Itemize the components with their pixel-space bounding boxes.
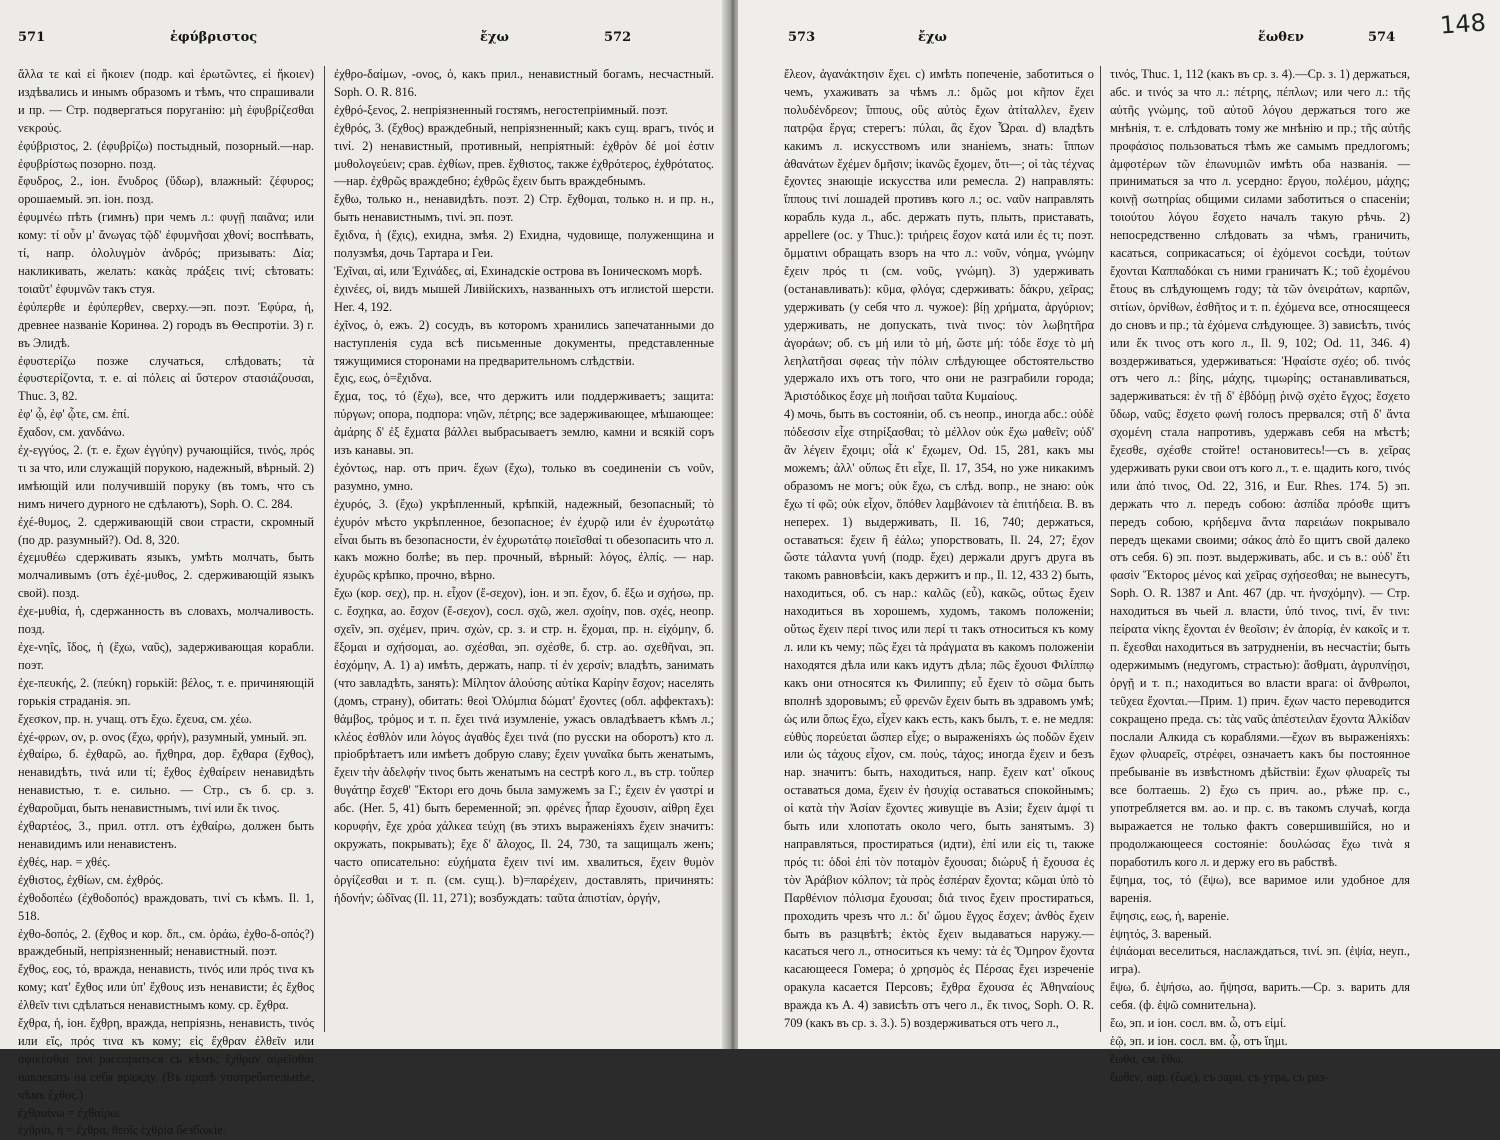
dictionary-entry: ἔχθος, εος, τό, вражда, ненависть, τινός или πρός τινα къ кому; κατ' ἔχθος или ὑπ' ἔχθους изъ ненависти; ἐς ἔχθος ἐλθεῖν τινι сдѣлаться ненавистнымъ кому. ср. ἔχθρα. <box>18 962 314 1013</box>
dictionary-entry: ἑψητός, 3. вареный. <box>1110 926 1212 941</box>
column-rule <box>1100 66 1101 1032</box>
dictionary-entry: ἐχθιστος, ἐχθίων, см. ἐχθρός. <box>18 872 164 887</box>
dictionary-entry: ἐχθρία, ἡ = ἔχθρα, θεοῖς ἐχθρία безбожіе. <box>18 1123 226 1138</box>
page-number-571: 571 <box>18 30 46 45</box>
dictionary-entry: ἕωθεν, нар. (ἕως), съ зари, съ утра, съ раз- <box>1110 1069 1329 1084</box>
dictionary-entry: ἑῷ, эп. и іон. сосл. вм. ᾧ, отъ ἵημι. <box>1110 1033 1288 1048</box>
dictionary-entry: ἔλεον, ἀγανάκτησιν ἔχει. c) имѣть попеченіе, заботиться о чемъ, ухаживать за чѣмъ л.: δμῶς μοι κῆπον ἔχει πολυδένδρεον; ἵππους, οὓς αὐτὸς ἔχων ἀτίταλλεν, ἔχειν πατρῷα ἔργα; стерегъ: πύλαι, ἃς ἔχον Ὧραι. d) владѣть какимъ л. искусствомъ или знаніемъ, знать: ἵππων ἀθανάτων ἔχέμεν δμῆσιν; ἱκανῶς ἔχομεν, ὅτι—; οἱ τὰς τέχνας ἔχοντες знающіе искусства или ремесла. 2) направлять: ἵππους τινί лошадей противъ кого л.; ос. ναῦν направлять корабль куда л., абс. держать путь, плыть, приставать, appellere (ос. у Thuc.): τριήρεις ἔσχον κατά или ἐς τι; поэт. ὄμματινι обращать взоръ на что л.: νοῦν, νόημα, γνώμην ἔχειν πρός τι (см. νοῦς, γνώμη). 3) удерживать (останавливать): κῦμα, φλόγα; сдерживать: δάκρυ, χεῖρας; удерживать (у себя что л. чужое): βίῃ χρήματα, ἀργύριον; удерживать, не допускать, τινὰ τινος: τὸν λωβητῆρα ἀγοράων; об. съ μή или τὸ μή, ὥστε μή: τόδε ἔσχε τὸ μὴ λεηλατῆσαι σφεας τὴν πόλιν слѣдующее обстоятельство удержало ихъ отъ того, что они не разграбили города; Ἀριστόδικος ἔσχε μὴ ποιῆσαι ταῦτα Κυμαίους. <box>784 67 1094 404</box>
dictionary-entry: ἐχθρός, 3. (ἔχθος) враждебный, непріязненный; какъ сущ. врагъ, τινός и τινί. 2) ненавистный, противный, непріятный: ἐχθρὸν δέ μοί ἐστιν μυθολογεύειν; срав. ἐχθίων, прев. ἔχθιστος, также ἐχθρότερος, ἐχθρότατος.—нар. ἐχθρῶς враждебно; ἐχθρῶς ἔχειν быть враждебнымъ. <box>334 120 714 189</box>
dictionary-entry: ἔχμα, τος, τό (ἔχω), все, что держитъ или поддерживаетъ; защита: πύργων; опора, подпора: νηῶν, πέτρης; все задерживающее, мѣшающее: ἀμάρης δ' ἐξ ἔχματα βάλλει выбрасываетъ землю, камни и всякій соръ изъ канавы. эп. <box>334 389 714 458</box>
page-number-574: 574 <box>1368 30 1396 45</box>
column-4 <box>1110 66 1410 1084</box>
dictionary-entry: ἕωθα, см. ἔθω. <box>1110 1051 1184 1066</box>
column-1 <box>18 66 314 1138</box>
dictionary-entry: ἔφυδρος, 2., іон. ἔνυδρος (ὕδωρ), влажный: ζέφυρος; орошаемый. эп. іон. позд. <box>18 174 314 207</box>
dictionary-entry: ἐφυμνέω пѣть (гимнъ) при чемъ л.: φυγῇ παιᾶνα; или кому: τί οὖν μ' ἄνωγας τῷδ' ἐφυμνῆσαι χθονί; воспѣвать, τί, напр. ὀλολυγμὸν ἀνδρός; призывать: Δία; накликивать, желать: κακὰς πράξεις τινί; сѣтовать: τοιαῦτ' ἐφυμνῶν такъ стуя. <box>18 210 314 296</box>
dictionary-entry: ἐχέ-θυμος, 2. сдерживающій свои страсти, скромный (по др. разумный?). Od. 8, 320. <box>18 514 314 547</box>
dictionary-entry: ἔχις, εως, ὁ=ἔχιδνα. <box>334 371 432 386</box>
column-rule <box>324 66 325 1032</box>
dictionary-entry: ἄλλα τε καὶ εἰ ἤκοιεν (подр. καὶ ἐρωτῶντες, εἰ ἥκοιεν) издѣвались и инымъ образомъ и тѣмъ, что спрашивали и пр. — Стр. подвергаться поруганію: μὴ ἐφυβρίζεσθαι νεκρούς. <box>18 67 314 135</box>
dictionary-entry: ἔχεσκον, пр. н. учащ. отъ ἔχω. ἔχευα, см. χέω. <box>18 711 253 726</box>
dictionary-entry: ἐχυρός, 3. (ἔχω) укрѣпленный, крѣпкій, надежный, безопасный; τὸ ἐχυρόν мѣсто укрѣпленное, безопасное; ἐν ἐχυρῷ или ἐν ἐχυρωτάτῳ εἶναι быть въ безопасности, ἐν ἐχυρωτάτῳ ποιεῖσθαί τι обезопасить что л. какъ можно болѣе; въ пер. прочный, вѣрный: λόγος, ἐλπίς. — нар. ἐχυρῶς крѣпко, прочно, вѣрно. <box>334 496 714 583</box>
column-2 <box>334 66 714 1036</box>
dictionary-entry: ἐχθαίρω, б. ἐχθαρῶ, ао. ἤχθηρα, дор. ἔχθαρα (ἔχθος), ненавидѣть, τινά или τί; ἔχθος ἐχθαίρειν ненавидѣть ненавистью, т. е. сильно. — Стр., съ б. ср. з. ἐχθαροῦμαι, быть ненавистнымъ, τινί или ἔκ τινος. <box>18 747 314 816</box>
dictionary-entry: ἐχθο-δοπός, 2. (ἔχθος и кор. δπ., см. ὁράω, ἐχθο-δ-οπός?) враждебный, непріязненный; ненавистный. поэт. <box>18 926 314 959</box>
dictionary-entry: ἐχινέες, οἱ, видъ мышей Ливійскихъ, названныхъ отъ иглистой шерсти. Her. 4, 192. <box>334 281 714 314</box>
dictionary-entry: ἔχαδον, см. χανδάνω. <box>18 425 125 440</box>
dictionary-entry: ἐψιάομαι веселиться, наслаждаться, τινί. эп. (ἑψία, неуп., игра). <box>1110 944 1410 977</box>
dictionary-entry: ἐφυστερίζω позже случаться, слѣдовать; τὰ ἐφυστερίζοντα, т. е. αἱ πόλεις αἱ ὕστερον στασιάζουσαι, Thuc. 3, 82. <box>18 353 314 404</box>
left-page <box>0 0 728 1138</box>
dictionary-entry: ἐχεμυθέω сдерживать языкъ, умѣть молчать, быть молчаливымъ (отъ ἐχέ-μυθος, 2. сдерживающій языкъ свой). позд. <box>18 550 314 601</box>
right-page <box>738 0 1500 1084</box>
column-3 <box>784 66 1094 1036</box>
dictionary-entry: ἐχε-νηΐς, ἴδος, ἡ (ἔχω, ναῦς), задерживающая корабли. поэт. <box>18 640 314 672</box>
dictionary-entry: ἐχθές, нар. = χθές. <box>18 854 111 869</box>
dictionary-entry: ἐφύπερθε и ἐφύπερθεν, сверху.—эп. поэт. Ἐφύρα, ἡ, древнее названіе Коринѳа. 2) городъ въ Ѳеспротіи. 3) г. въ Элидѣ. <box>18 299 314 350</box>
dictionary-entry: ἔχθω, только н., ненавидѣть. поэт. 2) Стр. ἔχθομαι, только н. и пр. н., быть ненавистнымъ, τινί. эп. поэт. <box>334 192 714 225</box>
dictionary-entry: ἐχθρό-ξενος, 2. непріязненный гостямъ, негостепріимный. поэт. <box>334 102 668 117</box>
page-number-573: 573 <box>788 30 816 45</box>
dictionary-entry: ἐχε-μυθία, ἡ, сдержанность въ словахъ, молчаливость. позд. <box>18 604 314 637</box>
dictionary-entry: ἐφύβριστος, 2. (ἐφυβρίζω) постыдный, позорный.—нар. ἐφυβρίστως позорно. позд. <box>18 138 314 171</box>
dictionary-entry: ἔψημα, τος, τό (ἕψω), все варимое или удобное для варенія. <box>1110 872 1410 905</box>
dictionary-entry: ἐχθρο-δαίμων, -ονος, ὁ, какъ прил., ненавистный богамъ, несчастный. Soph. O. R. 816. <box>334 67 714 99</box>
dictionary-entry: ἔχιδνα, ἡ (ἔχις), ехидна, змѣя. 2) Ехидна, чудовище, полуженщина и полузмѣя, дочь Тартара и Геи. <box>334 228 714 261</box>
dictionary-entry: ἐχόντως, нар. отъ прич. ἔχων (ἔχω), только въ соединеніи съ νοῦν, разумно, умно. <box>334 460 714 493</box>
page-number-572: 572 <box>604 30 632 45</box>
dictionary-entry: ἐχθαρτέος, 3., прил. отгл. отъ ἐχθαίρω, должен быть ненавидимъ или ненавистенъ. <box>18 819 314 851</box>
dictionary-entry: ἔχω (кор. σεχ), пр. н. εἶχον (ἔ-σεχον), іон. и эп. ἔχον, б. ἕξω и σχήσω, пр. с. ἔσχηκα, ао. ἔσχον (ἔ-σεχον), сосл. σχῶ, жел. σχοίην, пов. σχές, неопр. σχεῖν, эп. σχέμεν, прич. σχών, ср. з. и стр. н. ἔχομαι, пр. н. εἰχόμην, б. ἕξομαι и σχήσομαι, ао. σχέσθαι, эп. σχέσθε, б. стр. ао. σχεθῆναι, эп. ἐσχόμην, А. 1) а) имѣть, держать, напр. τί ἐν χερσίν; владѣть, занимать (что завладѣть, занять): Μίλητον ἁλούσης αὐτίκα Καρίην ἔσχον; населять (домъ, страну), обитать: θεοὶ Ὀλύμπια δώματ' ἔχοντες (обл. аффектахъ): θάμβος, τρόμος и т. п. ἔχει τινά изумленіе, ужасъ овладѣваетъ кѣмъ л.; κλέος ἐσθλὸν или λόγος ἀγαθὸς ἔχει τινά (по русски на оборотъ) кто л. пріобрѣтаетъ или имѣетъ добрую славу; ἔχειν γυναῖκα быть женатымъ, ἔχειν τὴν ἀδελφήν τινος быть женатымъ на сестрѣ кого л., въ стр. τοὔπερ θυγάτηρ ἔσχεθ' Ἕκτορι его дочь была замужемъ за Г.; ἔχειν ἐν γαστρί и абс. (Her. 5, 41) быть беременной; эп. φρένες ἦπαρ ἔχουσιν, αἰθρη ἔχει κορυφήν, ἔχε χρόα χάλκεα τεύχη (въ этихъ выраженіяхъ ἔχειν значитъ: окружать, покрывать); ἔχε δ' ἄλοχος, Il. 24, 730, та защищалъ женъ; часто описательно: εὐχήματα ἔχειν τινί им. хвалиться, ἔχειν θυμὸν ὀργίζεσθαι и т. п. (см. сущ.). b)=παρέχειν, доставлять, причинять: ἡδονήν; ὠδῖνας (Il. 11, 271); возбуждать: ταῦτα ἀπιστίαν, ὀργήν, <box>334 586 714 905</box>
guide-word-573: ἔχω <box>918 30 947 45</box>
dictionary-entry: τινός, Thuc. 1, 112 (какъ въ ср. з. 4).—Ср. з. 1) держаться, абс. и τινός за что л.: πέτρης, πέπλων; или чего л.: τῆς αὐτῆς γνώμης, τοῦ αὐτοῦ λόγου держаться того же мнѣнія, т. е. слѣдовать тому же мнѣнію и пр.; τῆς αὐτῆς προφάσιος пользоваться тѣмъ же самымъ предлогомъ; ἀμφοτέρων τῶν ἐπωνυμιῶν имѣть оба названія. — приниматься за что л. усердно: ἔργου, πολέμου, μάχης; κοινῇ σωτηρίας общими силами заботиться о спасеніи; τοιούτου λόγου ἔσχετο началъ такую рѣчь. 2) непосредственно слѣдовать за чѣмъ, граничить, касаться, соприкасаться; οἱ ἐχόμενοι сосѣди, τούτων ἔχονται Καππαδόκαι съ ними граничатъ К.; τοῦ ἐχομένου ἔτους въ слѣдующемъ году; τὰ τῶν ὀνειράτων, καρπῶν, σιτίων, ὀρνίθων, ἐσθῆτος и т. п. ἐχόμενα все, относящееся до сновъ и пр.; τὰ ἐχόμενα слѣдующее. 3) зависѣть, τινός или ἔκ τινος отъ кого л., Il. 9, 102; Od. 11, 346. 4) воздерживаться, удерживаться: Ἡφαίστε σχέο; об. τινός отъ чего л.: βίης, μάχης, τιμωρίης; останавливаться, задерживаться: ἐν τῇ δ' ἑβδόμῃ ῥινῷ σχέτο ἔγχος; ἔσχετο ὕδωρ, ναῦς; ἔσχετο φωνή голосъ прервался; στῆ δ' ἄντα σχομένη стала напротивъ, удержавъ себя на мѣстѣ; ἔχεσθε, σχέσθε стойте! остановитесь!—съ в. χεῖρας удерживать руки свои отъ кого л., т. е. щадить кого, τινός или ἀπό τινος, Od. 22, 316, и Eur. Rhes. 174. 5) эп. держать что л. передъ собою: ἀσπίδα πρόσθε щитъ передъ собою, κρήδεμνα ἄντα παρειάων покрывало передъ щеками своими; σάκος ἀπὸ ἕο щитъ свой далеко отъ себя. 6) эп. поэт. выдерживать, абс. и съ в.: οὐδ' ἔτι φασὶν Ἕκτορος μένος καὶ χεῖρας σχήσεσθαι; не вынесутъ, Soph. O. R. 1387 и Ant. 467 (др. чт. ἠνσχόμην). — Стр. находиться въ чьей л. власти, ὑπό τινος, τινί, ἔν τινι: πείρατα νίκης ἔχονται ἐν θεοῖσιν; ἐν ἀπορίᾳ, ἐν κακοῖς и т. п. ἔχεσθαι находиться въ затрудненіи, въ несчастіи; быть одержимымъ (недугомъ, страстью): ἄσθματι, ἀγρυπνίῃσι, ὀργῇ и т. п.; находиться во власти врага: οἰ ἄνθρωποι, τεῦχεα ἔχονται.—Прим. 1) прич. ἔχων часто переводится сокращено преда. съ: τὰς ναῦς ἀπέστειλαν ἔχοντα Ἀλκίδαν послали Алкида съ кораблями.—ἔχων въ выраженіяхъ: ἔχων φλυαρεῖς, στρέφει, означаетъ какъ бы постоянное пребываніе въ извѣстномъ дѣйствіи: ἔχων φλυαρεῖς ты все болтаешь. 2) ἔχω съ прич. ао., рѣже пр. с., употребляется вм. ао. и пр. с. въ такомъ случаѣ, когда выражается не только фактъ совершившійся, но и продолжающееся состояніе: δουλώσας ἔχω τινὰ я поработилъ кого л. и держу его въ рабствѣ. <box>1110 67 1410 869</box>
guide-word-572: ἔχω <box>480 30 509 45</box>
dictionary-entry: ἐχε-πευκής, 2. (πεύκη) горькій: βέλος, т. е. причиняющій горькія страданія. эп. <box>18 675 314 708</box>
dictionary-entry: 4) мочь, быть въ состояніи, об. съ неопр., иногда абс.: οὐδὲ πόδεσσιν εἶχε στηρίξασθαι; τὸ μέλλον οὐκ ἔχω μαθεῖν; οὐδ' ἂν λέγειν ἔχοιμι; οἷά κ' ἔχωμεν, Od. 15, 281, какъ мы можемъ; ἀλλ' οὔπως ἔτι εἶχε, Il. 17, 354, но уже никакимъ образомъ не могъ; οὐκ ἔχω, съ слѣд. вопр., не знаю: οὐκ ἔχω τί φῶ; οὐκ εἶχον, ὅπόθεν λαμβάνοιεν τὰ ἐπιτήδεια. B. въ непереx. 1) выдерживать, Il. 16, 740; держаться, оставаться: ἔχειν ἢ ἐάλω; упорствовать, Il. 24, 27; ἔχον ὥστε τάλαντα γυνή (подр. ἔχει) держали другъ друга въ такомъ равновѣсіи, какъ держитъ и пр., Il. 12, 433 2) быть, находиться, об. съ нар.: καλῶς (εὖ), κακῶς, οὕτως ἔχειν находиться въ хорошемъ, худомъ, такомъ положеніи; οὕτως ἔχειν περί τινος или περί τι такъ относиться къ кому л. или къ чему; πῶς ἔχει τὰ πράγματα въ какомъ положеніи находятся дѣла или какъ идутъ дѣла; πῶς ἔχουσι Φιλίππῳ какъ они относятся къ Филиппу; εὖ ἔχειν τὸ σῶμα быть вполнѣ здоровымъ; εὖ φρενῶν ἔχειν быть въ здравомъ умѣ; ὡς или ὅπως ἔχω, εἶχεν какъ есть, какъ былъ, т. е. не медля: εὐθὺς πορεύεται ὥσπερ εἶχε; о выраженіяхъ ὡς ποδῶν ἔχειν или ὡς τάχους εἶχον, см. πούς, τάχος; иногда ἔχειν и безъ нар. значитъ: быть, находиться, напр. ἔχειν κατ' οἴκους оставаться дома, ἔχειν ἐν ἡσυχίᾳ оставаться спокойнымъ; οἱ κατὰ τὴν Ἀσίαν ἔχοντες живущіе въ Азіи; ἔχειν ἀμφί τι быть или хлопотать около чего, быть занятымъ. 3) направляться, простираться (идти), ἐπί или εἰς τι, также πρός τι: ὁδοὶ ἐπὶ τὸν ποταμὸν ἔχουσαι; διώρυξ ἡ ἔχουσα ἐς τὸν Ἀράβιον κόλπον; τὰ πρὸς ἑσπέραν ἔχοντα; κῶμαι ὑπὸ τὸ Παρθένιον πόλισμα ἔχουσαι; διά τινος ἔχειν простираться, проходить чрезъ что л.: δι' ὤμου ἔγχος ἔσχεν; ἀνθὸς ἔχειν быть въ разцвѣтѣ; ἐκτὸς ἔχειν выдаваться наружу.—касаться чего л., относиться къ чему: τὰ ἐς Ὅμηρον ἔχοντα касающееся Гомера; ὁ χρησμὸς ἐς Πέρσας ἔχει изреченіе оракула касается Персовъ; ἔχθρα ἔχουσα ἐς Ἀθηναίους вражда къ А. 4) зависѣть отъ чего л., ἔκ τινος, Soph. O. R. 709 (какъ въ ср. з. 3.). 5) воздерживаться отъ чего л., <box>784 407 1094 1031</box>
guide-word-571: ἐφύβριστος <box>170 30 258 45</box>
dictionary-entry: ἔχθρα, ἡ, іон. ἔχθρη, вражда, непріязнь, ненависть, τινός или εἴς, πρός τινα къ кому; εἰς ἔχθραν ἐλθεῖν или ἀφικέσθαι τινί рассориться съ кѣмъ; ἔχθραν αἱρεῖσθαι навлекать на себя вражду. (Въ прозѣ употребительнѣе, чѣмъ ἔχθος.) <box>18 1016 314 1102</box>
dictionary-entry: ἐχ-εγγύος, 2. (т. е. ἔχων ἐγγύην) ручающійся, τινός, πρός τι за что, или служащій порукою, надежный, вѣрный. 2) имѣющій или получившій поруку (въ томъ, что съ нимъ ничего дурного не сдѣлаютъ), Soph. O. C. 284. <box>18 443 314 511</box>
dictionary-entry: Ἐχῖναι, αἱ, или Ἐχινάδες, αἱ, Ехинадскіе острова въ Іоническомъ морѣ. <box>334 263 703 278</box>
dictionary-entry: ἕψησις, εως, ἡ, вареніе. <box>1110 908 1230 923</box>
guide-word-574: ἕωθεν <box>1258 30 1304 45</box>
handwritten-note: 148 <box>1439 8 1487 40</box>
dictionary-entry: ἕω, эп. и іон. сосл. вм. ὦ, отъ εἰμί. <box>1110 1016 1287 1031</box>
dictionary-entry: ἐχέ-φρων, ον, р. ονος (ἔχω, φρήν), разумный, умный. эп. <box>18 729 308 744</box>
dictionary-entry: ἐχθραίνω = ἐχθαίρω. <box>18 1105 122 1120</box>
dictionary-entry: ἕψω, б. ἑψήσω, ао. ἥψησα, варить.—Ср. з. варить для себя. (ф. ἑψῶ сомнительна). <box>1110 980 1410 1013</box>
dictionary-entry: ἐχῖνος, ὁ, ежъ. 2) сосудъ, въ которомъ хранились запечатанными до наступленія суда всѣ письменные документы, представленные тяжущимися сторонами на предварительномъ слѣдствіи. <box>334 317 714 368</box>
dictionary-entry: ἐχθοδοπέω (ἐχθοδοπός) враждовать, τινί съ кѣмъ. Il. 1, 518. <box>18 890 314 923</box>
dictionary-entry: ἐφ' ᾧ, ἐφ' ᾧτε, см. ἐπί. <box>18 407 130 422</box>
